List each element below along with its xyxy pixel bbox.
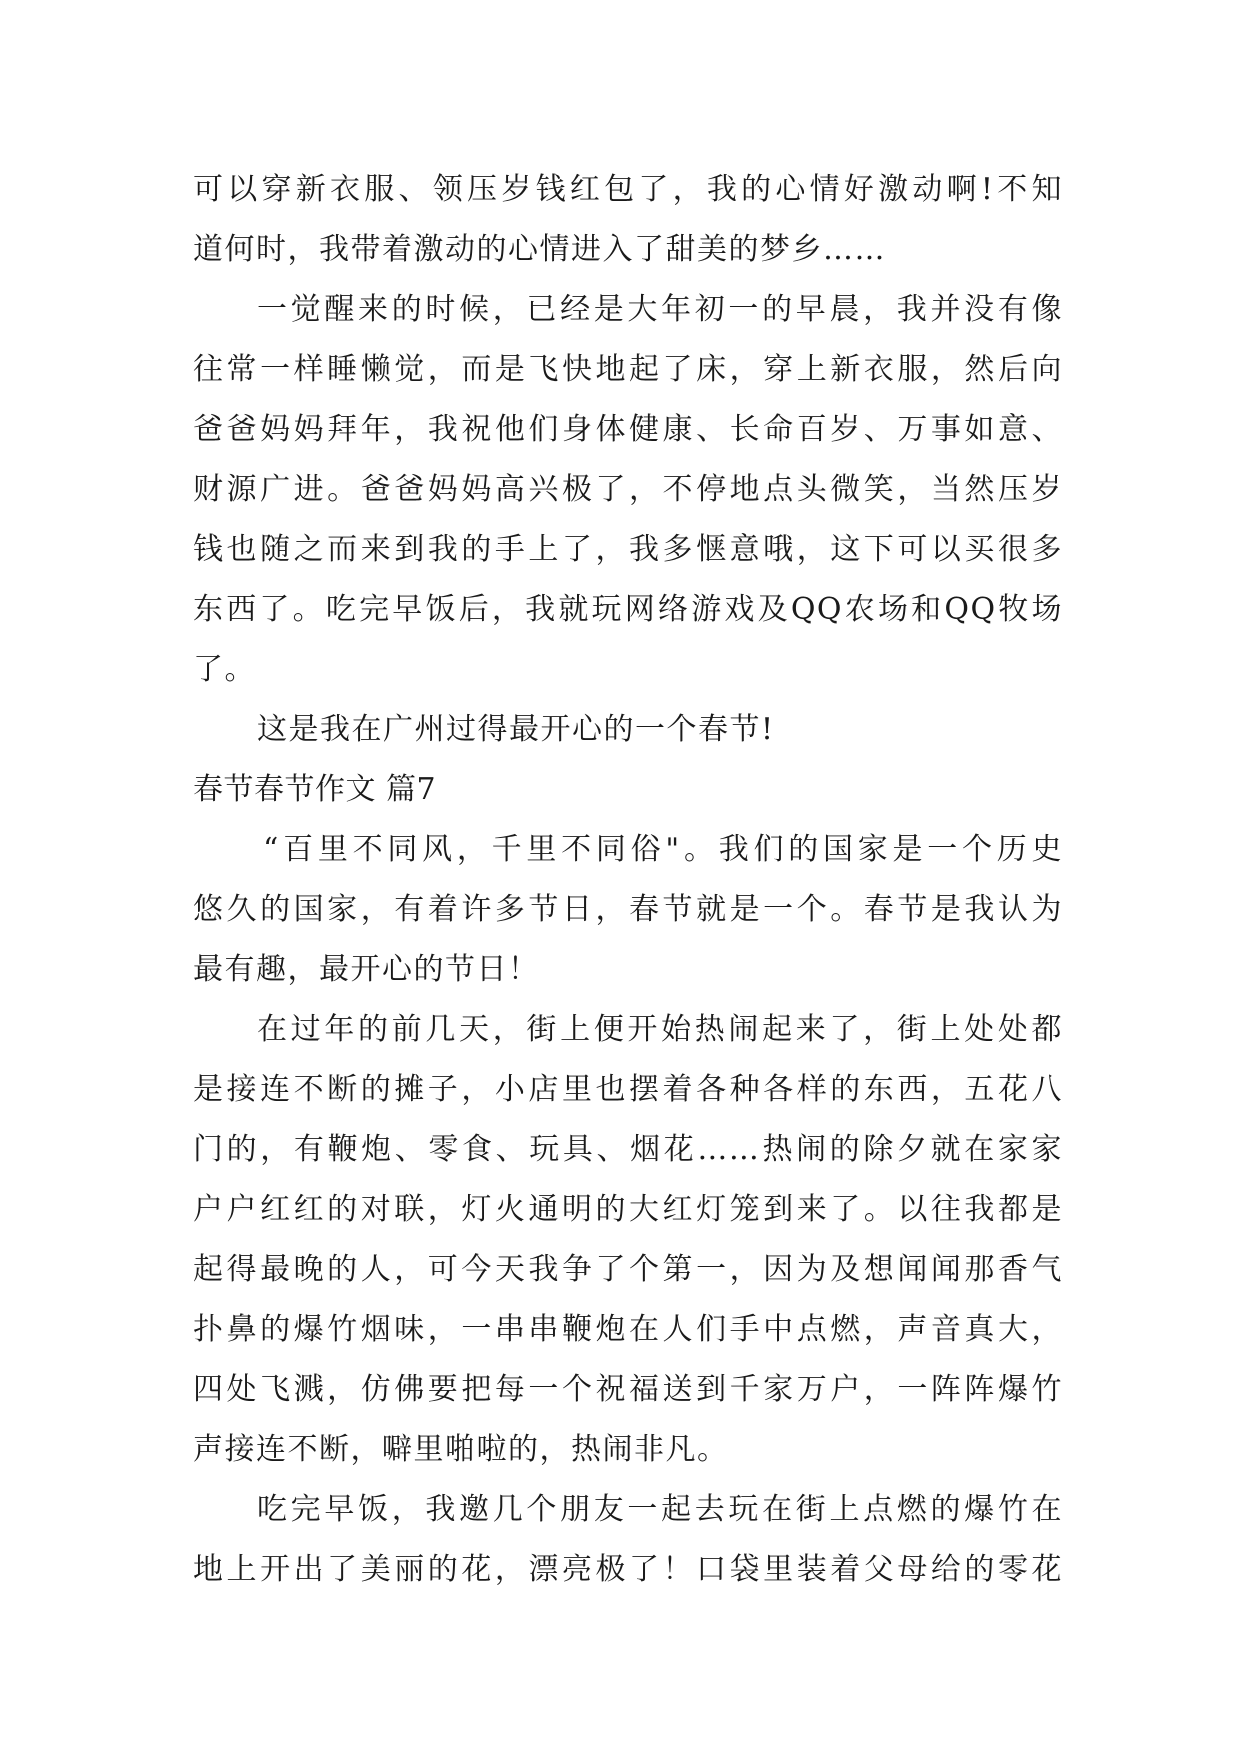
paragraph-line: 悠久的国家，有着许多节日，春节就是一个。春节是我认为 xyxy=(193,892,1063,927)
paragraph-line: 道何时，我带着激动的心情进入了甜美的梦乡…… xyxy=(193,232,886,267)
paragraph-line: 钱也随之而来到我的手上了，我多惬意哦，这下可以买很多 xyxy=(193,532,1063,567)
paragraph-line: 门的，有鞭炮、零食、玩具、烟花……热闹的除夕就在家家 xyxy=(193,1132,1063,1167)
paragraph-line: 地上开出了美丽的花，漂亮极了！口袋里装着父母给的零花 xyxy=(193,1552,1063,1587)
paragraph-line: 东西了。吃完早饭后，我就玩网络游戏及QQ农场和QQ牧场 xyxy=(193,592,1063,627)
paragraph-line: 了。 xyxy=(193,652,256,687)
paragraph-line: 四处飞溅，仿佛要把每一个祝福送到千家万户，一阵阵爆竹 xyxy=(193,1372,1063,1407)
paragraph-line: 吃完早饭，我邀几个朋友一起去玩在街上点燃的爆竹在 xyxy=(257,1492,1063,1527)
section-heading: 春节春节作文 篇7 xyxy=(193,772,437,807)
paragraph-line: 爸爸妈妈拜年，我祝他们身体健康、长命百岁、万事如意、 xyxy=(193,412,1063,447)
paragraph-line: 这是我在广州过得最开心的一个春节! xyxy=(257,712,775,747)
paragraph-line: 财源广进。爸爸妈妈高兴极了，不停地点头微笑，当然压岁 xyxy=(193,472,1063,507)
paragraph-line: 户户红红的对联，灯火通明的大红灯笼到来了。以往我都是 xyxy=(193,1192,1063,1227)
paragraph-line: 在过年的前几天，街上便开始热闹起来了，街上处处都 xyxy=(257,1012,1063,1047)
paragraph-line: 最有趣，最开心的节日！ xyxy=(193,952,540,987)
paragraph-line: 可以穿新衣服、领压岁钱红包了，我的心情好激动啊!不知 xyxy=(193,172,1063,207)
paragraph-line: 起得最晚的人，可今天我争了个第一，因为及想闻闻那香气 xyxy=(193,1252,1063,1287)
paragraph-line: 往常一样睡懒觉，而是飞快地起了床，穿上新衣服，然后向 xyxy=(193,352,1063,387)
paragraph-line: 是接连不断的摊子，小店里也摆着各种各样的东西，五花八 xyxy=(193,1072,1063,1107)
essay-body xyxy=(193,160,1063,1600)
paragraph-line: 扑鼻的爆竹烟味，一串串鞭炮在人们手中点燃，声音真大， xyxy=(193,1312,1063,1347)
paragraph-line: 声接连不断，噼里啪啦的，热闹非凡。 xyxy=(193,1432,729,1467)
paragraph-line: 一觉醒来的时候，已经是大年初一的早晨，我并没有像 xyxy=(257,292,1063,327)
paragraph-line: “百里不同风，千里不同俗"。我们的国家是一个历史 xyxy=(263,832,1063,867)
